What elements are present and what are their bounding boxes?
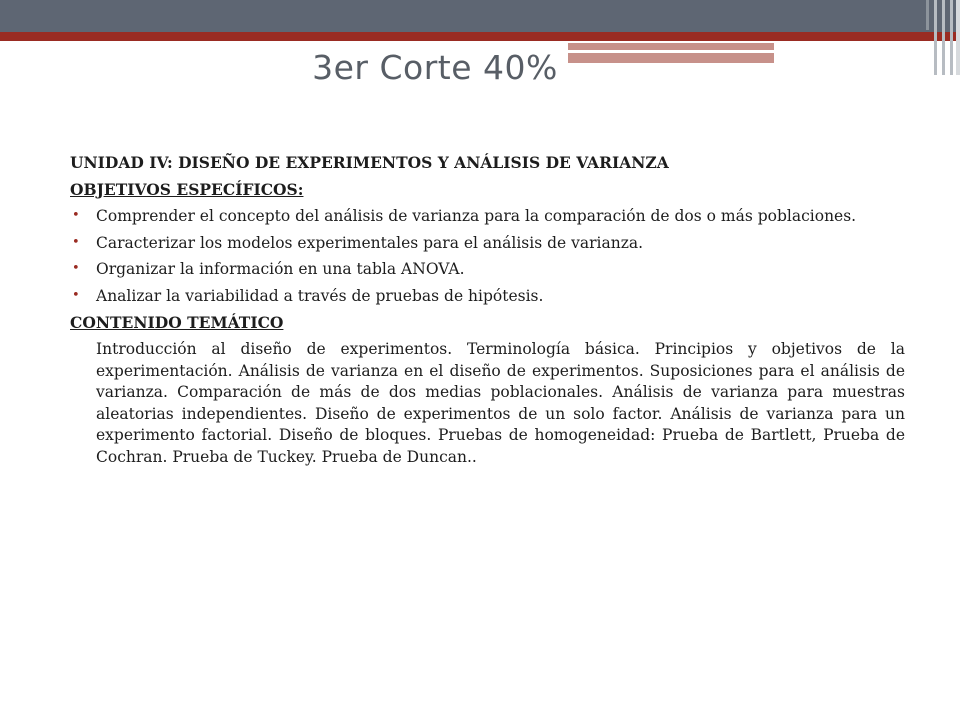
- slide-body: [70, 150, 905, 468]
- decorative-stripes: [920, 0, 960, 75]
- stripe: [950, 0, 953, 75]
- bullet-icon: •: [72, 208, 80, 224]
- list-item: [70, 230, 905, 257]
- bullet-icon: •: [72, 234, 80, 250]
- objective-text: Caracterizar los modelos experimentales para el análisis de varianza.: [96, 233, 644, 252]
- unit-heading: UNIDAD IV: DISEÑO DE EXPERIMENTOS Y ANÁLISIS DE VARIANZA: [70, 153, 669, 172]
- top-banner: [0, 0, 960, 32]
- stripe: [926, 0, 929, 30]
- objective-text: Organizar la información en una tabla ANOVA.: [96, 260, 465, 279]
- objectives-list: [70, 203, 905, 309]
- list-item: [70, 203, 905, 230]
- objective-text: Analizar la variabilidad a través de pruebas de hipótesis.: [96, 286, 544, 305]
- bullet-icon: •: [72, 287, 80, 303]
- stripe: [956, 0, 960, 75]
- objectives-heading: OBJETIVOS ESPECÍFICOS:: [70, 179, 304, 199]
- objective-text: Comprender el concepto del análisis de varianza para la comparación de dos o más poblaciones.: [96, 207, 857, 226]
- list-item: [70, 283, 905, 310]
- accent-white-line: [0, 41, 570, 43]
- bullet-icon: •: [72, 261, 80, 277]
- accent-red-line: [0, 32, 960, 41]
- content-heading: CONTENIDO TEMÁTICO: [70, 312, 284, 332]
- list-item: [70, 256, 905, 283]
- slide-title: 3er Corte 40%: [312, 48, 558, 87]
- stripe: [942, 0, 945, 75]
- content-paragraph: Introducción al diseño de experimentos. Terminología básica. Principios y objetivos de la experimentación. Análisis de varianza en el diseño de experimentos. Suposiciones para el análisis de varianza. Comparación de más de dos medias poblacionales. Análisis de varianza para muestras aleatorias independientes. Diseño de experimentos de un solo factor. Análisis de varianza para un experimento factorial. Diseño de bloques. Pruebas de homogeneidad: Prueba de Bartlett, Prueba de Cochran. Prueba de Tuckey. Prueba de Duncan..: [96, 340, 905, 466]
- stripe: [934, 0, 937, 75]
